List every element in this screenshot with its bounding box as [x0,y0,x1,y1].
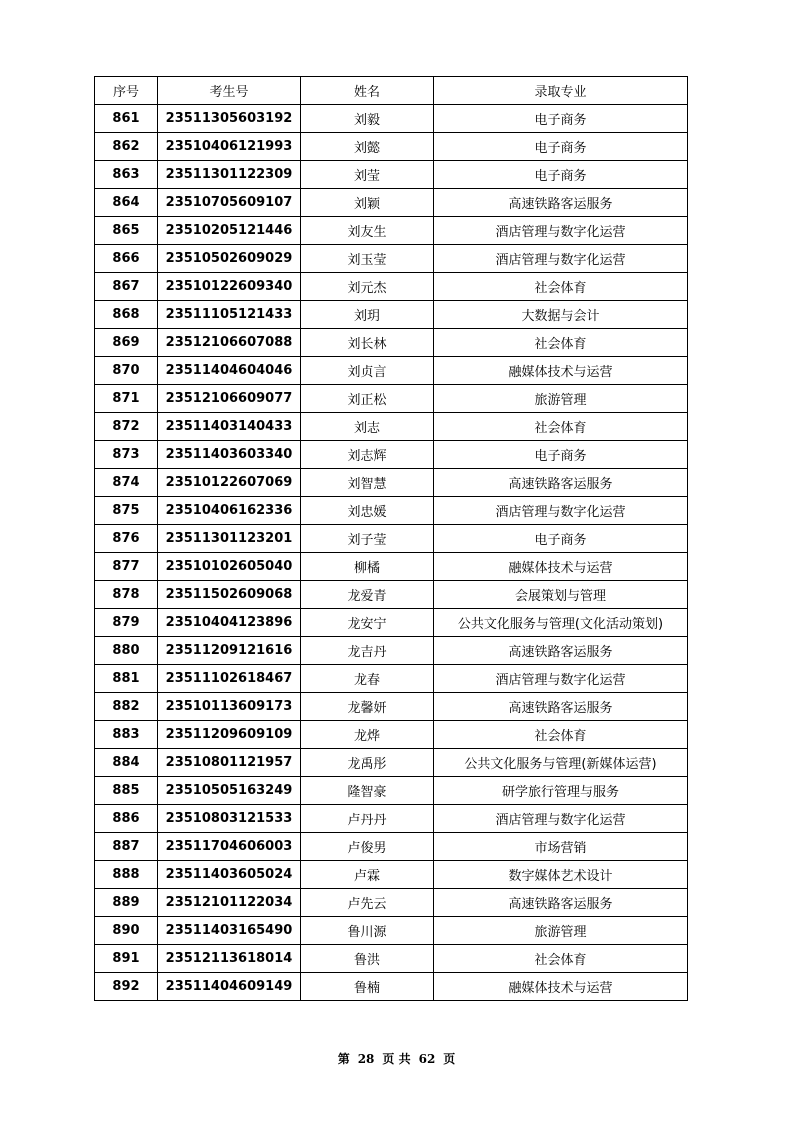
cell-major: 高速铁路客运服务 [434,469,688,497]
cell-exam-id: 23511305603192 [158,105,301,133]
cell-seq: 865 [95,217,158,245]
cell-seq: 889 [95,889,158,917]
table-row [95,637,688,665]
table-row [95,749,688,777]
cell-seq: 885 [95,777,158,805]
cell-name: 鲁楠 [301,973,434,1001]
cell-major: 市场营销 [434,833,688,861]
cell-seq: 884 [95,749,158,777]
cell-major: 社会体育 [434,273,688,301]
table-row [95,609,688,637]
cell-seq: 882 [95,693,158,721]
table-row [95,497,688,525]
cell-major: 社会体育 [434,413,688,441]
table-row [95,525,688,553]
cell-seq: 877 [95,553,158,581]
cell-exam-id: 23510803121533 [158,805,301,833]
cell-exam-id: 23511404604046 [158,357,301,385]
footer-prefix: 第 [337,1052,350,1066]
cell-major: 高速铁路客运服务 [434,637,688,665]
table-row [95,245,688,273]
admission-table-container [94,76,687,1001]
cell-exam-id: 23512106609077 [158,385,301,413]
cell-name: 刘志 [301,413,434,441]
cell-name: 卢霖 [301,861,434,889]
cell-seq: 870 [95,357,158,385]
cell-name: 隆智豪 [301,777,434,805]
cell-seq: 864 [95,189,158,217]
cell-major: 数字媒体艺术设计 [434,861,688,889]
cell-seq: 863 [95,161,158,189]
cell-name: 刘玉莹 [301,245,434,273]
cell-name: 卢先云 [301,889,434,917]
table-row [95,553,688,581]
cell-exam-id: 23510102605040 [158,553,301,581]
cell-exam-id: 23511704606003 [158,833,301,861]
table-row [95,721,688,749]
cell-major: 公共文化服务与管理(新媒体运营) [434,749,688,777]
cell-major: 融媒体技术与运营 [434,357,688,385]
header-name: 姓名 [301,77,434,105]
cell-major: 社会体育 [434,721,688,749]
page-footer [0,1050,793,1067]
footer-current-page: 28 [357,1052,375,1066]
cell-name: 卢俊男 [301,833,434,861]
cell-exam-id: 23511301123201 [158,525,301,553]
cell-seq: 879 [95,609,158,637]
cell-major: 高速铁路客运服务 [434,693,688,721]
cell-seq: 873 [95,441,158,469]
cell-exam-id: 23511502609068 [158,581,301,609]
table-row [95,805,688,833]
footer-total-pages: 62 [418,1052,436,1066]
cell-exam-id: 23510404123896 [158,609,301,637]
cell-major: 酒店管理与数字化运营 [434,217,688,245]
cell-name: 龙安宁 [301,609,434,637]
cell-exam-id: 23510705609107 [158,189,301,217]
cell-seq: 866 [95,245,158,273]
table-row [95,973,688,1001]
table-row [95,777,688,805]
cell-major: 电子商务 [434,105,688,133]
table-row [95,693,688,721]
cell-seq: 883 [95,721,158,749]
cell-exam-id: 23511105121433 [158,301,301,329]
table-row [95,581,688,609]
cell-major: 大数据与会计 [434,301,688,329]
cell-name: 刘友生 [301,217,434,245]
cell-name: 刘元杰 [301,273,434,301]
cell-name: 龙烨 [301,721,434,749]
cell-exam-id: 23511403603340 [158,441,301,469]
header-seq: 序号 [95,77,158,105]
cell-major: 高速铁路客运服务 [434,189,688,217]
cell-name: 刘正松 [301,385,434,413]
cell-exam-id: 23510505163249 [158,777,301,805]
cell-exam-id: 23511403165490 [158,917,301,945]
cell-seq: 881 [95,665,158,693]
cell-major: 酒店管理与数字化运营 [434,497,688,525]
cell-exam-id: 23510502609029 [158,245,301,273]
cell-exam-id: 23510205121446 [158,217,301,245]
cell-seq: 861 [95,105,158,133]
cell-seq: 875 [95,497,158,525]
cell-name: 刘志辉 [301,441,434,469]
cell-seq: 887 [95,833,158,861]
table-row [95,861,688,889]
table-row [95,329,688,357]
table-body [95,105,688,1001]
cell-seq: 867 [95,273,158,301]
table-row [95,301,688,329]
cell-seq: 874 [95,469,158,497]
cell-name: 刘贞言 [301,357,434,385]
table-row [95,105,688,133]
table-row [95,217,688,245]
cell-major: 融媒体技术与运营 [434,973,688,1001]
table-row [95,413,688,441]
cell-major: 社会体育 [434,945,688,973]
table-row [95,469,688,497]
footer-suffix: 页 [443,1052,456,1066]
table-row [95,385,688,413]
cell-major: 公共文化服务与管理(文化活动策划) [434,609,688,637]
cell-seq: 869 [95,329,158,357]
cell-name: 刘懿 [301,133,434,161]
table-row [95,833,688,861]
cell-name: 柳橘 [301,553,434,581]
header-exam-id: 考生号 [158,77,301,105]
cell-exam-id: 23511403605024 [158,861,301,889]
table-row [95,441,688,469]
cell-major: 电子商务 [434,161,688,189]
cell-exam-id: 23512113618014 [158,945,301,973]
cell-seq: 890 [95,917,158,945]
table-row [95,889,688,917]
cell-seq: 876 [95,525,158,553]
cell-seq: 888 [95,861,158,889]
table-row [95,665,688,693]
cell-name: 刘忠媛 [301,497,434,525]
cell-exam-id: 23511404609149 [158,973,301,1001]
cell-major: 酒店管理与数字化运营 [434,805,688,833]
cell-major: 电子商务 [434,441,688,469]
cell-exam-id: 23510406121993 [158,133,301,161]
table-row [95,133,688,161]
cell-major: 酒店管理与数字化运营 [434,245,688,273]
cell-exam-id: 23510406162336 [158,497,301,525]
cell-major: 高速铁路客运服务 [434,889,688,917]
cell-exam-id: 23510122607069 [158,469,301,497]
cell-major: 融媒体技术与运营 [434,553,688,581]
table-row [95,357,688,385]
cell-exam-id: 23512101122034 [158,889,301,917]
cell-exam-id: 23510122609340 [158,273,301,301]
cell-seq: 878 [95,581,158,609]
cell-name: 刘玥 [301,301,434,329]
cell-name: 刘莹 [301,161,434,189]
table-header-row [95,77,688,105]
cell-major: 研学旅行管理与服务 [434,777,688,805]
cell-name: 刘长林 [301,329,434,357]
admission-table [94,76,688,1001]
cell-name: 鲁洪 [301,945,434,973]
cell-major: 电子商务 [434,525,688,553]
cell-exam-id: 23511102618467 [158,665,301,693]
cell-exam-id: 23511301122309 [158,161,301,189]
cell-name: 刘毅 [301,105,434,133]
cell-name: 龙春 [301,665,434,693]
table-row [95,189,688,217]
cell-exam-id: 23511209121616 [158,637,301,665]
cell-exam-id: 23510801121957 [158,749,301,777]
footer-middle: 页 共 [382,1052,411,1066]
cell-seq: 886 [95,805,158,833]
cell-seq: 892 [95,973,158,1001]
header-major: 录取专业 [434,77,688,105]
table-row [95,273,688,301]
cell-name: 刘颖 [301,189,434,217]
cell-major: 旅游管理 [434,385,688,413]
cell-seq: 862 [95,133,158,161]
cell-seq: 880 [95,637,158,665]
cell-exam-id: 23511209609109 [158,721,301,749]
cell-major: 酒店管理与数字化运营 [434,665,688,693]
cell-name: 龙爱青 [301,581,434,609]
table-row [95,161,688,189]
cell-name: 刘子莹 [301,525,434,553]
cell-name: 龙馨妍 [301,693,434,721]
cell-major: 电子商务 [434,133,688,161]
cell-major: 社会体育 [434,329,688,357]
cell-major: 会展策划与管理 [434,581,688,609]
cell-exam-id: 23510113609173 [158,693,301,721]
cell-seq: 891 [95,945,158,973]
cell-exam-id: 23511403140433 [158,413,301,441]
cell-name: 卢丹丹 [301,805,434,833]
cell-major: 旅游管理 [434,917,688,945]
table-row [95,945,688,973]
table-row [95,917,688,945]
cell-name: 鲁川源 [301,917,434,945]
cell-exam-id: 23512106607088 [158,329,301,357]
cell-name: 龙禹彤 [301,749,434,777]
cell-seq: 872 [95,413,158,441]
cell-name: 刘智慧 [301,469,434,497]
cell-seq: 871 [95,385,158,413]
cell-name: 龙吉丹 [301,637,434,665]
cell-seq: 868 [95,301,158,329]
